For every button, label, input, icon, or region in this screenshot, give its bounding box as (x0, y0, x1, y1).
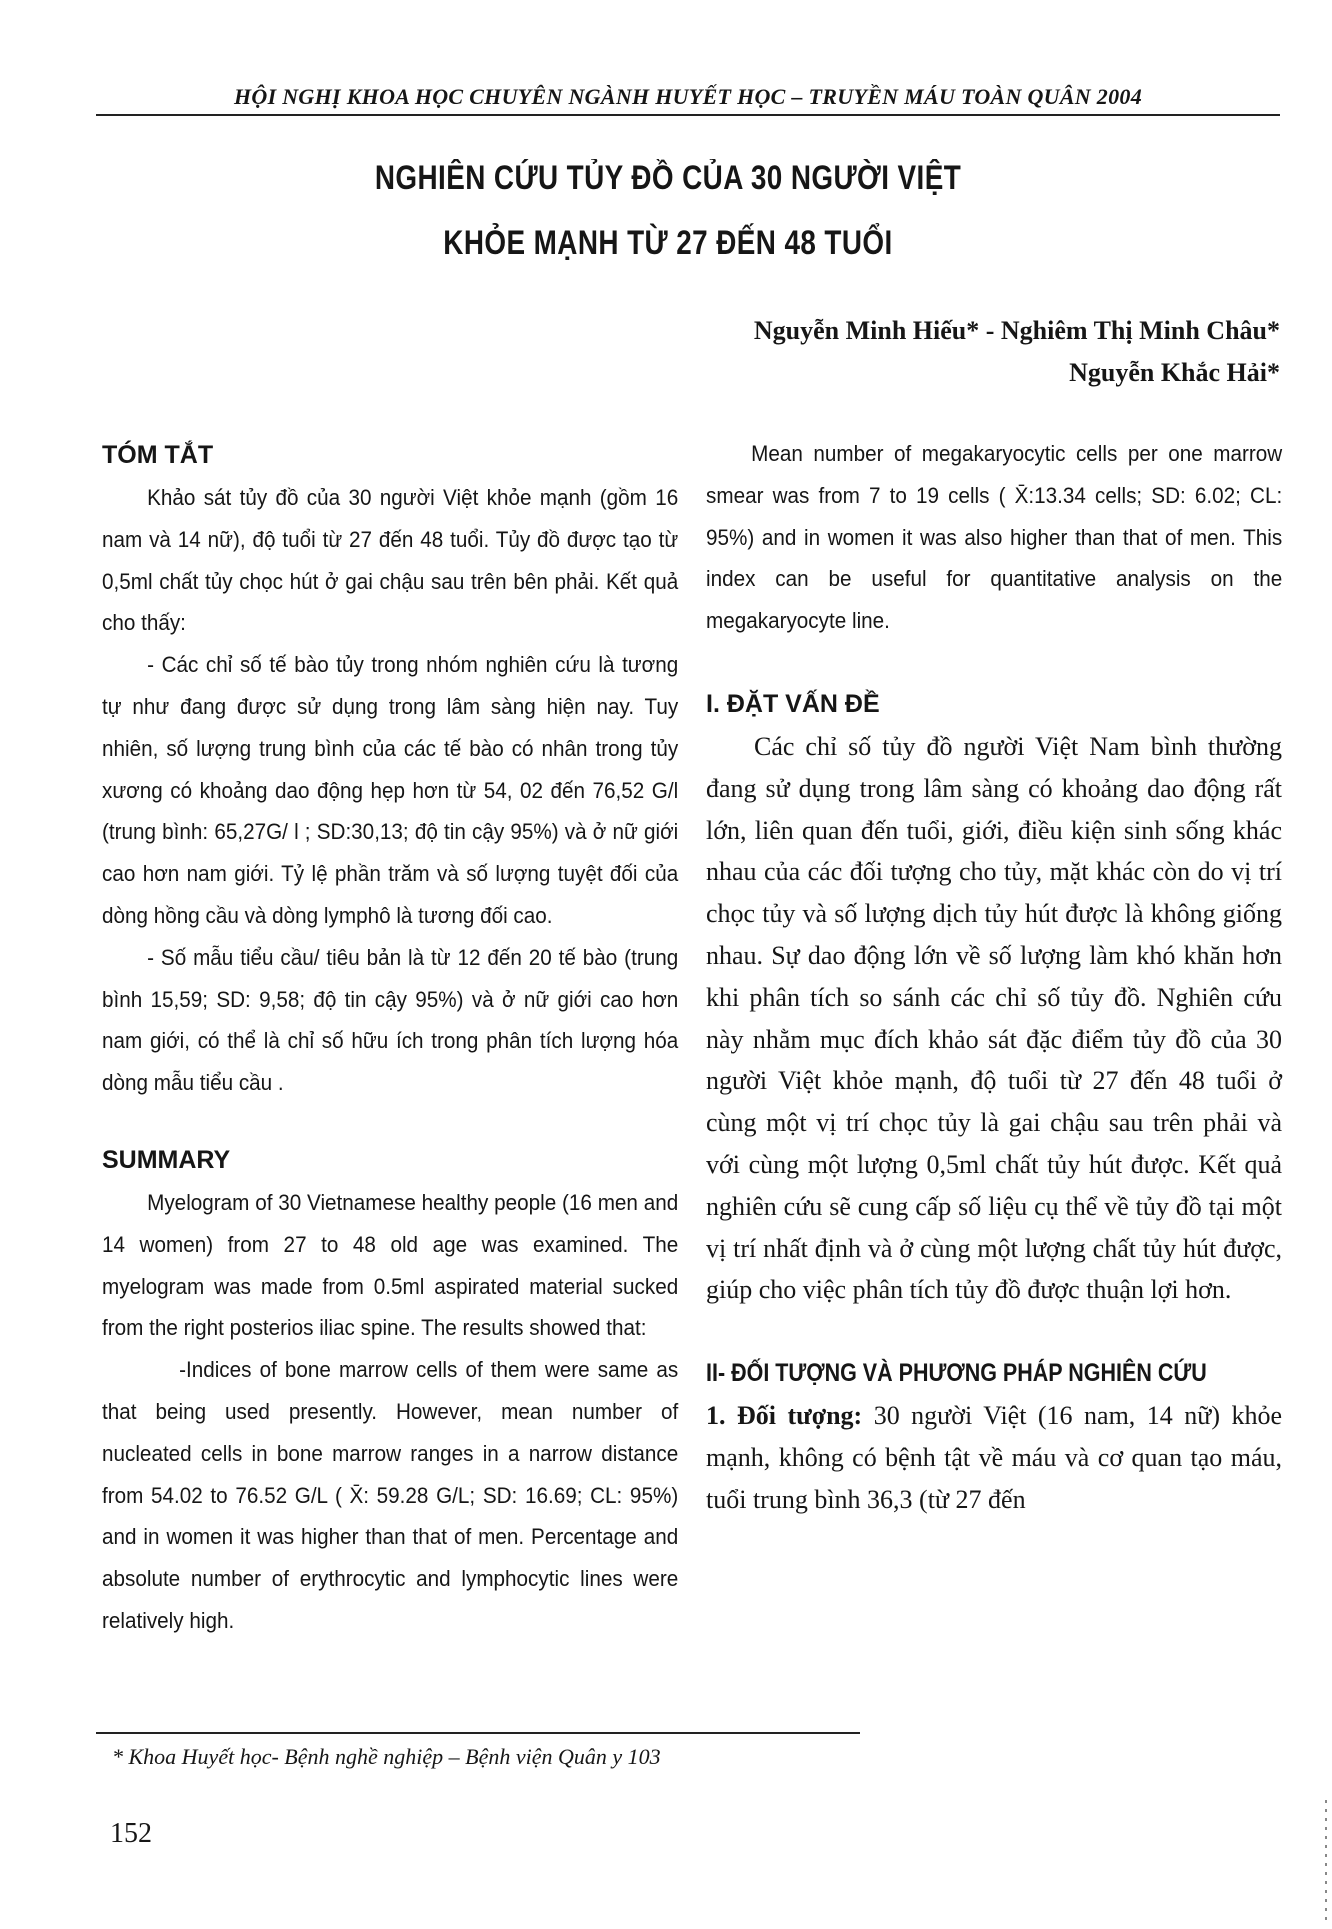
article-title (366, 146, 970, 276)
page-number: 152 (110, 1818, 152, 1849)
subsection-text: 30 người Việt (16 nam, 14 nữ) khỏe mạnh, không có bệnh tật về máu và cơ quan tạo máu, tuổi trung bình 36,3 (từ 27 đến (706, 1401, 1282, 1514)
author-list (460, 310, 1280, 394)
footnote-rule (96, 1732, 860, 1734)
section-1-heading: I. ĐẶT VẤN ĐỀ (706, 689, 880, 718)
authors-line-1: Nguyễn Minh Hiếu* - Nghiêm Thị Minh Châu* (753, 316, 1280, 345)
title-line-1: NGHIÊN CỨU TỦY ĐỒ CỦA 30 NGƯỜI VIỆT (374, 159, 962, 197)
section-2-paragraph (706, 1395, 1282, 1520)
right-column (706, 433, 1282, 1521)
tom-tat-paragraph-3: - Số mẫu tiểu cầu/ tiêu bản là từ 12 đến 20 tế bào (trung bình 15,59; SD: 9,58; độ tin cậy 95%) và ở nữ giới cao hơn nam giới, có thể là chỉ số hữu ích trong phân tích lượng hóa dòng mẫu tiểu cầu . (102, 944, 679, 1096)
subsection-lead: 1. Đối tượng: (706, 1401, 863, 1431)
summary-heading: SUMMARY (102, 1145, 231, 1174)
title-line-2: KHỎE MẠNH TỪ 27 ĐẾN 48 TUỔI (443, 224, 893, 262)
tom-tat-paragraph-2: - Các chỉ số tế bào tủy trong nhóm nghiên cứu là tương tự như đang được sử dụng trong lâm sàng hiện nay. Tuy nhiên, số lượng trung bình của các tế bào có nhân trong tủy xương có khoảng dao động hẹp hơn từ 54, 02 đến 76,52 G/l (trung bình: 65,27G/ l ; SD:30,13; độ tin cậy 95%) và ở nữ giới cao hơn nam giới. Tỷ lệ phần trăm và số lượng tuyệt đối của dòng hồng cầu và dòng lymphô là tương đối cao. (102, 652, 679, 928)
authors-line-2: Nguyễn Khắc Hải* (1069, 358, 1280, 387)
tom-tat-paragraph-1: Khảo sát tủy đồ của 30 người Việt khỏe mạnh (gồm 16 nam và 14 nữ), độ tuổi từ 27 đến 48 tuổi. Tủy đồ được tạo từ 0,5ml chất tủy chọc hút ở gai chậu sau trên bên phải. Kết quả cho thấy: (102, 485, 679, 636)
section-1-paragraph: Các chỉ số tủy đồ người Việt Nam bình thường đang sử dụng trong lâm sàng có khoảng dao động rất lớn, liên quan đến tuổi, giới, điều kiện sinh sống khác nhau của các đối tượng cho tủy, mặt khác còn do vị trí chọc tủy và số lượng dịch tủy hút được là không giống nhau. Sự dao động lớn về số lượng làm khó khăn hơn khi phân tích so sánh các chỉ số tủy đồ. Nghiên cứu này nhằm mục đích khảo sát đặc điểm tủy đồ của 30 người Việt khỏe mạnh, độ tuổi từ 27 đến 48 tuổi ở cùng một vị trí chọc tủy là gai chậu sau trên phải và với cùng một lượng 0,5ml chất tủy hút được. Kết quả nghiên cứu sẽ cung cấp số liệu cụ thể về tủy đồ tại một vị trí nhất định và ở cùng một lượng chất tủy hút được, giúp cho việc phân tích tủy đồ được thuận lợi hơn. (706, 731, 1282, 1305)
tom-tat-heading: TÓM TẮT (102, 441, 214, 469)
summary-paragraph-3: Mean number of megakaryocytic cells per one marrow smear was from 7 to 19 cells ( X̄:13.34 cells; SD: 6.02; CL: 95%) and in women it was also higher than that of men. This index can be useful for quantitative analysis on the megakaryocyte line. (706, 441, 1283, 634)
header-rule (96, 114, 1280, 116)
summary-paragraph-1: Myelogram of 30 Vietnamese healthy people (16 men and 14 women) from 27 to 48 old age was examined. The myelogram was made from 0.5ml aspirated material sucked from the right posterios iliac spine. The results showed that: (102, 1189, 679, 1341)
section-2-heading: II- ĐỐI TƯỢNG VÀ PHƯƠNG PHÁP NGHIÊN CỨU (706, 1359, 1207, 1388)
summary-paragraph-2: -Indices of bone marrow cells of them were same as that being used presently. However, mean number of nucleated cells in bone marrow ranges in a narrow distance from 54.02 to 76.52 G/L ( X̄: 59.28 G/L; SD: 16.69; CL: 95%) and in women it was higher than that of men. Percentage and absolute number of erythrocytic and lymphocytic lines were relatively high. (102, 1357, 679, 1633)
scan-edge-marks (1325, 1800, 1327, 1920)
footnote: * Khoa Huyết học- Bệnh nghề nghiệp – Bệnh viện Quân y 103 (112, 1744, 661, 1769)
left-column (102, 433, 678, 1642)
running-head: HỘI NGHỊ KHOA HỌC CHUYÊN NGÀNH HUYẾT HỌC – TRUYỀN MÁU TOÀN QUÂN 2004 (233, 84, 1142, 109)
